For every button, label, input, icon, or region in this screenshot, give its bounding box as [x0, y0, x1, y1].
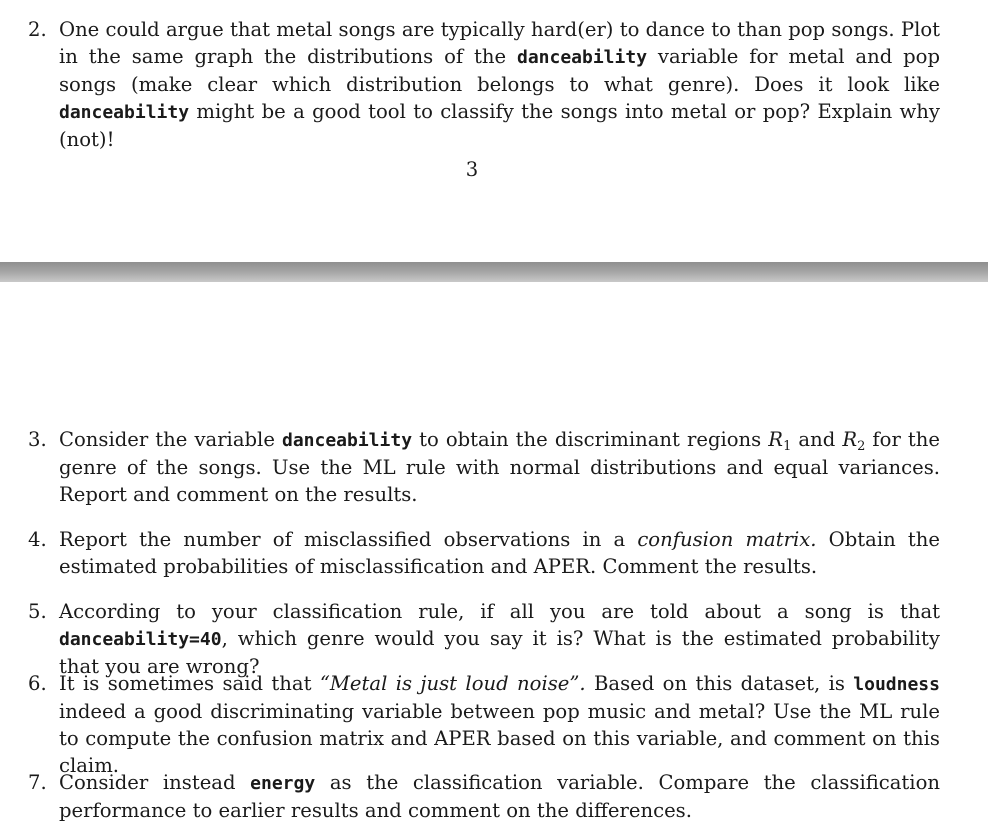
question-text: It is sometimes said that “Metal is just loud noise”. Based on this dataset, is loudness indeed a good discriminating variable between pop music and metal? Use the ML rule to compute the confusion matrix and APER based on this variable, and comment on this claim.	[59, 672, 940, 777]
emphasis: confusion matrix.	[637, 528, 817, 551]
page-bottom	[0, 282, 988, 824]
question-text: Consider the variable danceability to obtain the discriminant regions $R_1$ and $R_2$ for the genre of the songs. Use the ML rule with normal distributions and equal variances. Report and comment on the results.	[59, 428, 940, 506]
code-term: loudness	[853, 674, 940, 695]
question-3	[28, 426, 940, 508]
question-number: 3.	[28, 428, 47, 451]
question-4	[28, 526, 940, 580]
code-term: danceability	[281, 430, 413, 451]
question-5	[28, 598, 940, 680]
question-text: One could argue that metal songs are typically hard(er) to dance to than pop songs. Plot in the same graph the distributions of the danceability variable for metal and pop songs (make clear which distribution belongs to what genre). Does it look like danceability might be a good tool to classify the songs into metal or pop? Explain why (not)!	[59, 18, 940, 151]
page-top	[0, 0, 988, 262]
code-term: danceability	[59, 102, 190, 123]
region-symbol: $R_2$	[842, 428, 866, 454]
question-number: 5.	[28, 600, 47, 623]
question-text: According to your classification rule, if all you are told about a song is that danceability=40, which genre would you say it is? What is the estimated probability that you are wrong?	[59, 600, 940, 678]
page-number: 3	[465, 158, 479, 181]
question-2	[28, 16, 940, 153]
question-number: 7.	[28, 771, 47, 794]
question-6	[28, 670, 940, 779]
page-separator	[0, 262, 988, 282]
question-text: Consider instead energy as the classification variable. Compare the classification performance to earlier results and comment on the differences.	[59, 771, 940, 822]
code-term: energy	[250, 773, 316, 794]
question-number: 2.	[28, 18, 47, 41]
question-number: 4.	[28, 528, 47, 551]
question-text: Report the number of misclassified observations in a confusion matrix. Obtain the estimated probabilities of misclassification and APER. Comment the results.	[59, 528, 940, 578]
question-number: 6.	[28, 672, 47, 695]
region-symbol: $R_1$	[768, 428, 792, 454]
code-term: danceability	[516, 47, 648, 68]
question-7	[28, 769, 940, 824]
emphasis: “Metal is just loud noise”.	[319, 672, 586, 695]
code-term: danceability=40	[59, 629, 222, 650]
